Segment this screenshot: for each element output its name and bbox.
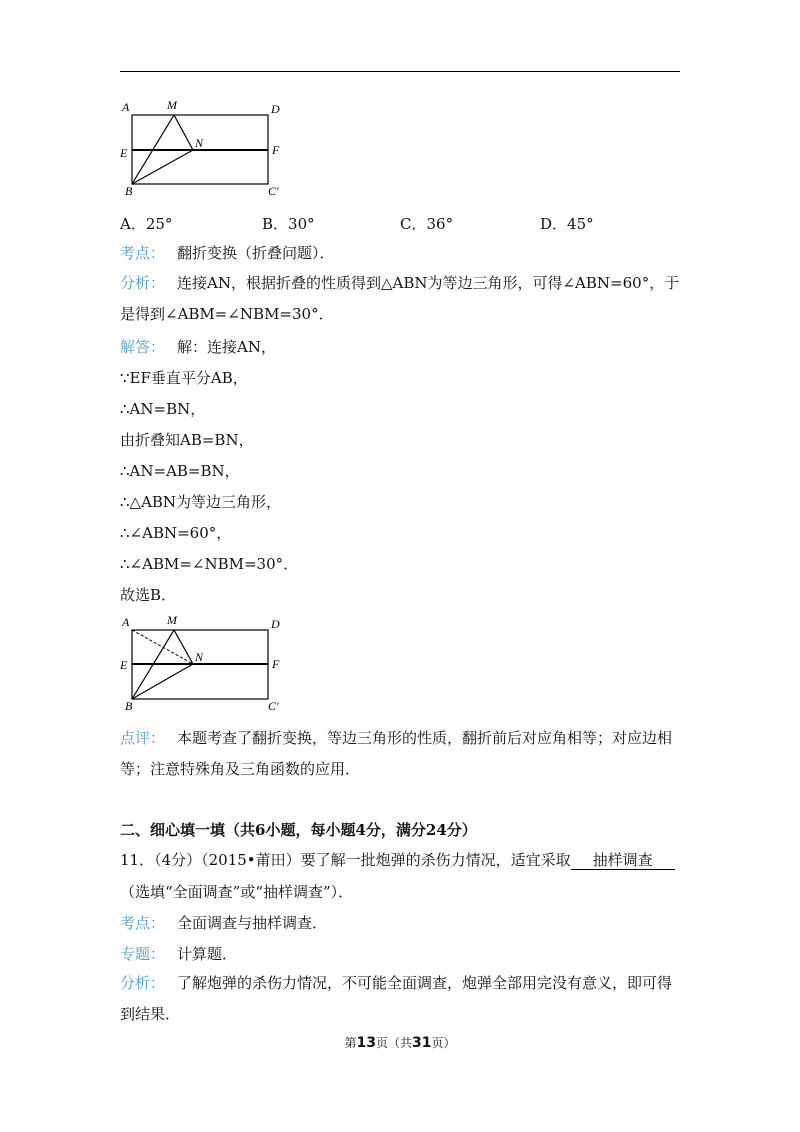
q11-answer-blank: 抽样调查	[571, 851, 675, 870]
solution-step: ∴△ABN为等边三角形，	[120, 493, 282, 511]
dianping-text: 本题考查了翻折变换，等边三角形的性质，翻折前后对应角相等；对应边相等；注意特殊角及三角函数的应用．	[120, 729, 673, 778]
label-m: M	[167, 613, 177, 627]
q11-fenxi	[120, 968, 685, 1030]
kaodian-text: 翻折变换（折叠问题）．	[177, 244, 335, 262]
label-f: F	[272, 657, 280, 671]
footer-pre: 第	[344, 1036, 357, 1050]
kaodian-tag: 考点：	[120, 914, 166, 932]
label-a: A	[122, 100, 130, 114]
label-n: N	[195, 136, 204, 150]
option-d: D．45°	[540, 215, 594, 233]
zhuanti-text: 计算题．	[177, 945, 238, 963]
figure-rectangle-fold-solution	[115, 610, 295, 715]
jieda-text: 解：连接AN，	[177, 338, 276, 356]
label-c: C'	[268, 184, 279, 198]
kaodian-tag: 考点：	[120, 244, 166, 262]
fenxi-tag: 分析：	[120, 274, 166, 292]
label-f: F	[272, 143, 280, 157]
q10-kaodian	[120, 243, 335, 263]
option-a: A．25°	[120, 215, 173, 233]
fenxi-text: 连接AN，根据折叠的性质得到△ABN为等边三角形，可得∠ABN=60°，于是得到∠ABM=∠NBM=30°．	[120, 274, 680, 323]
label-a: A	[122, 615, 130, 629]
footer-post: 页）	[431, 1036, 456, 1050]
solution-step: ∴AN=BN，	[120, 400, 206, 418]
solution-step: 故选B．	[120, 586, 177, 604]
page-footer	[0, 1034, 800, 1051]
zhuanti-tag: 专题：	[120, 945, 166, 963]
solution-step: ∴∠ABM=∠NBM=30°．	[120, 555, 299, 573]
label-c: C'	[268, 699, 279, 713]
q11-stem	[120, 850, 675, 870]
q11-stem-text: 11．（4分）（2015•莆田）要了解一批炮弹的杀伤力情况，适宜采取	[120, 851, 571, 869]
label-m: M	[167, 98, 177, 112]
label-e: E	[120, 658, 128, 672]
option-b: B．30°	[262, 215, 315, 233]
page-number: 13	[356, 1035, 376, 1051]
option-c: C．36°	[400, 215, 454, 233]
q10-dianping	[120, 723, 685, 785]
fenxi-text: 了解炮弹的杀伤力情况，不可能全面调查，炮弹全部用完没有意义，即可得到结果．	[120, 974, 673, 1023]
jieda-tag: 解答：	[120, 338, 166, 356]
dianping-tag: 点评：	[120, 729, 166, 747]
q10-jieda	[120, 337, 276, 357]
label-b: B	[125, 184, 133, 198]
q10-fenxi	[120, 268, 685, 330]
figure-rectangle-fold	[115, 95, 295, 200]
q11-zhuanti	[120, 944, 237, 964]
q11-kaodian	[120, 913, 327, 933]
kaodian-text: 全面调查与抽样调查．	[177, 914, 328, 932]
solution-step: ∵EF垂直平分AB，	[120, 369, 248, 387]
footer-mid: 页（共	[375, 1036, 412, 1050]
section-heading: 二、细心填一填（共6小题，每小题4分，满分24分）	[120, 821, 477, 839]
q11-stem-post: （选填“全面调查”或“抽样调查”）．	[120, 883, 354, 901]
page-total: 31	[412, 1035, 432, 1051]
label-b: B	[125, 699, 133, 713]
solution-step: ∴∠ABN=60°，	[120, 524, 232, 542]
solution-step: 由折叠知AB=BN，	[120, 431, 254, 449]
label-d: D	[271, 617, 280, 631]
label-e: E	[120, 146, 128, 160]
fenxi-tag: 分析：	[120, 974, 166, 992]
label-d: D	[271, 102, 280, 116]
solution-step: ∴AN=AB=BN，	[120, 462, 240, 480]
label-n: N	[195, 650, 204, 664]
header-rule	[120, 71, 680, 72]
